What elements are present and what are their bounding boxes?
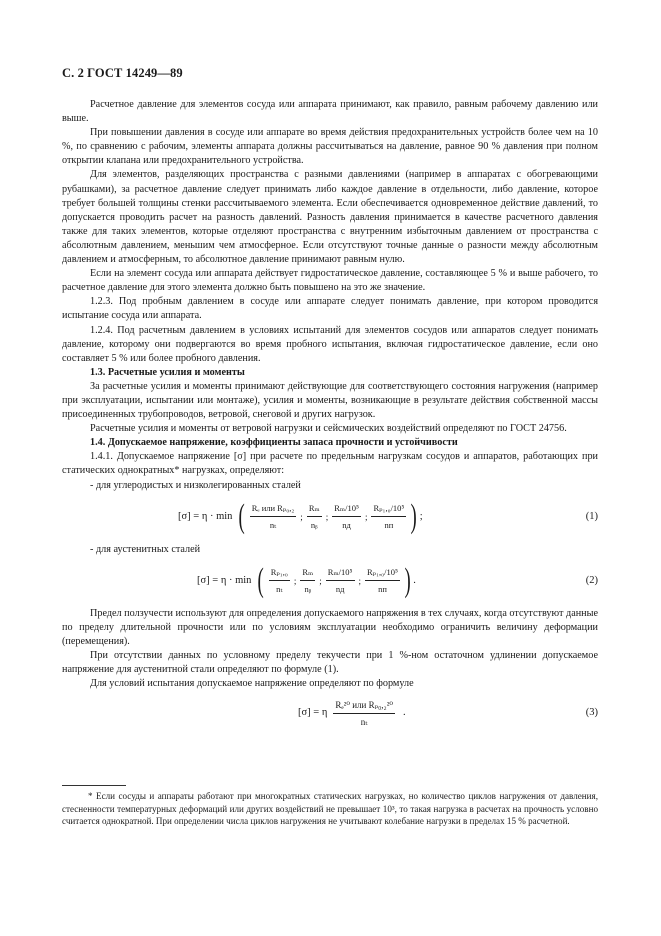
formula-1-frac-2: $\frac{\text{Rₘ}}{\text{nᵦ}}$	[308, 503, 320, 531]
formula-1-tail: ;	[419, 510, 423, 522]
formula-3	[62, 691, 598, 737]
paragraph: При отсутствии данных по условному пределу текучести при 1 %-ном остаточном удлинении допускаемое напряжение для аустенитной стали определяют по формуле (1).	[62, 650, 598, 676]
page-header: С. 2 ГОСТ 14249—89	[62, 66, 183, 80]
formula-1-lhs: [σ] = η · min	[178, 510, 233, 522]
paragraph: Для элементов, разделяющих пространства с разными давлениями (например в аппаратах с обогревающими рубашками), за расчетное давление следует принимать либо каждое давление в отдельности, либо давление, которое требует большей толщины стенки рассчитываемого элемента. Если обеспечивается одновременное действие давлений, то допускается проводить расчет на разность давлений. Разность давления принимается в качестве расчетного давления также для таких элементов, которые отделяют пространства с внутренним избыточным давлением от пространства с абсолютным давлением, меньшим чем атмосферное. Если отсутствуют точные данные о разности между абсолютным давлением и атмосферным, то абсолютное давление принимают равным нулю.	[62, 169, 598, 266]
paragraph: - для углеродистых и низколегированных сталей	[90, 479, 301, 491]
austenitic-label: - для аустенитных сталей	[90, 543, 201, 555]
formula-3-lhs: [σ] = η	[298, 707, 328, 719]
formula-1-number: (1)	[585, 510, 598, 522]
formula-2-tail: .	[413, 574, 416, 586]
section-heading: 1.3. Расчетные усилия и моменты	[90, 366, 245, 378]
formula-1-frac-3: $\frac{\text{Rₘ/10⁵}}{nд}$	[334, 503, 359, 531]
formula-3-number: (3)	[585, 707, 598, 719]
formula-2-frac-2: $\frac{\text{Rₘ}}{\text{nᵦ}}$	[302, 567, 314, 595]
formula-1: [σ] = η · min ( $\frac{\text{Rₑ или Rₚ₀,₂}}{\text{nₜ}}$ ; $\frac{\text{Rₘ}}{\text{nᵦ}}$ ; $\frac{\text{Rₘ/10⁵}}{nд}$ ; $\frac{\text{Rₚ₁,₀/10⁵}}{nп}$ ) ; (1)	[178, 497, 598, 535]
body-text	[62, 98, 598, 737]
paragraph: 1.4.1. Допускаемое напряжение [σ] при расчете по предельным нагрузкам сосудов и аппаратов, работающих при статических однократных* нагрузках, определяют:	[62, 451, 598, 477]
paragraph: Предел ползучести используют для определения допускаемого напряжения в тех случаях, когда отсутствуют данные по пределу длительной прочности или по условиям эксплуатации необходимо ограничить величину деформации (перемещения).	[62, 607, 598, 647]
paren-left: (	[257, 561, 265, 599]
formula-1-frac-4: $\frac{\text{Rₚ₁,₀/10⁵}}{nп}$	[373, 503, 405, 531]
formula-2-lhs: [σ] = η · min	[197, 574, 252, 586]
paragraph: Расчетные усилия и моменты от ветровой нагрузки и сейсмических воздействий определяют по ГОСТ 24756.	[90, 423, 567, 435]
paren-left: (	[238, 497, 246, 535]
formula-2-frac-1: $\frac{\text{Rₚ₁,₀}}{\text{nₜ}}$	[270, 567, 288, 595]
formula-2-number: (2)	[585, 574, 598, 586]
section-heading: 1.4. Допускаемое напряжение, коэффициенты запаса прочности и устойчивости	[90, 437, 458, 449]
footnote: * Если сосуды и аппараты работают при многократных статических нагрузках, но количество циклов нагружения от давления, стесненности температурных деформаций или других воздействий не превышает 10³, то такая нагрузка в расчетах на прочность условно считается однократной. При определении числа циклов нагружения не учитывают колебание нагрузки в пределах 15 % расчетной.	[62, 791, 598, 827]
formula-3-tail: .	[403, 707, 406, 719]
paragraph: Расчетное давление для элементов сосуда или аппарата принимают, как правило, равным рабочему давлению или выше.	[62, 99, 598, 125]
formula-1-frac-1: $\frac{\text{Rₑ или Rₚ₀,₂}}{\text{nₜ}}$	[251, 503, 295, 531]
formula-2: [σ] = η · min ( $\frac{\text{Rₚ₁,₀}}{\text{nₜ}}$ ; $\frac{\text{Rₘ}}{\text{nᵦ}}$ ; $\frac{\text{Rₘ/10⁵}}{nд}$ ; $\frac{\text{Rₚ₁,₀/10⁵}}{nп}$ ) . (2)	[197, 561, 598, 599]
paragraph: 1.2.3. Под пробным давлением в сосуде или аппарате следует понимать давление, при котором проводится испытание сосуда или аппарата.	[62, 296, 598, 322]
paragraph: За расчетные усилия и моменты принимают действующие для соответствующего состояния нагружения (например при эксплуатации, испытании или монтаже), усилия и моменты, возникающие в результате действия собственной массы присоединенных трубопроводов, ветровой, снеговой и других нагрузок.	[62, 380, 598, 421]
paragraph: 1.2.4. Под расчетным давлением в условиях испытаний для элементов сосудов или аппаратов следует понимать давление, которому они подвергаются во время пробного испытания, включая гидростатическое давление, если оно составляет 5 % или более пробного давления.	[62, 324, 598, 364]
paragraph-block-1	[62, 98, 598, 493]
paren-right: )	[410, 497, 418, 535]
paragraph: При повышении давления в сосуде или аппарате во время действия предохранительных устройств более чем на 10 %, по сравнению с рабочим, элементы аппарата должны рассчитываться на давление, равное 90 % давления при полном открытии клапана или предохранительного устройства.	[62, 127, 598, 167]
paragraph-block-2	[62, 607, 598, 692]
formula-3-frac: $\frac{\text{Rₑ²⁰ или Rₚ₀,₂²⁰}}{\text{nₜ}}$	[335, 699, 394, 727]
formula-2-frac-4: $\frac{\text{Rₚ₁,₀/10⁵}}{nп}$	[367, 567, 398, 595]
paragraph: Если на элемент сосуда или аппарата действует гидростатическое давление, составляющее 5 % и выше рабочего, то расчетное давление для этого элемента должно быть повышено на это же значение.	[62, 268, 598, 294]
formula-2-frac-3: $\frac{\text{Rₘ/10⁵}}{nд}$	[327, 567, 353, 595]
paragraph: Для условий испытания допускаемое напряжение определяют по формуле	[90, 678, 414, 690]
paren-right: )	[404, 561, 411, 599]
footnote-rule	[62, 785, 126, 786]
